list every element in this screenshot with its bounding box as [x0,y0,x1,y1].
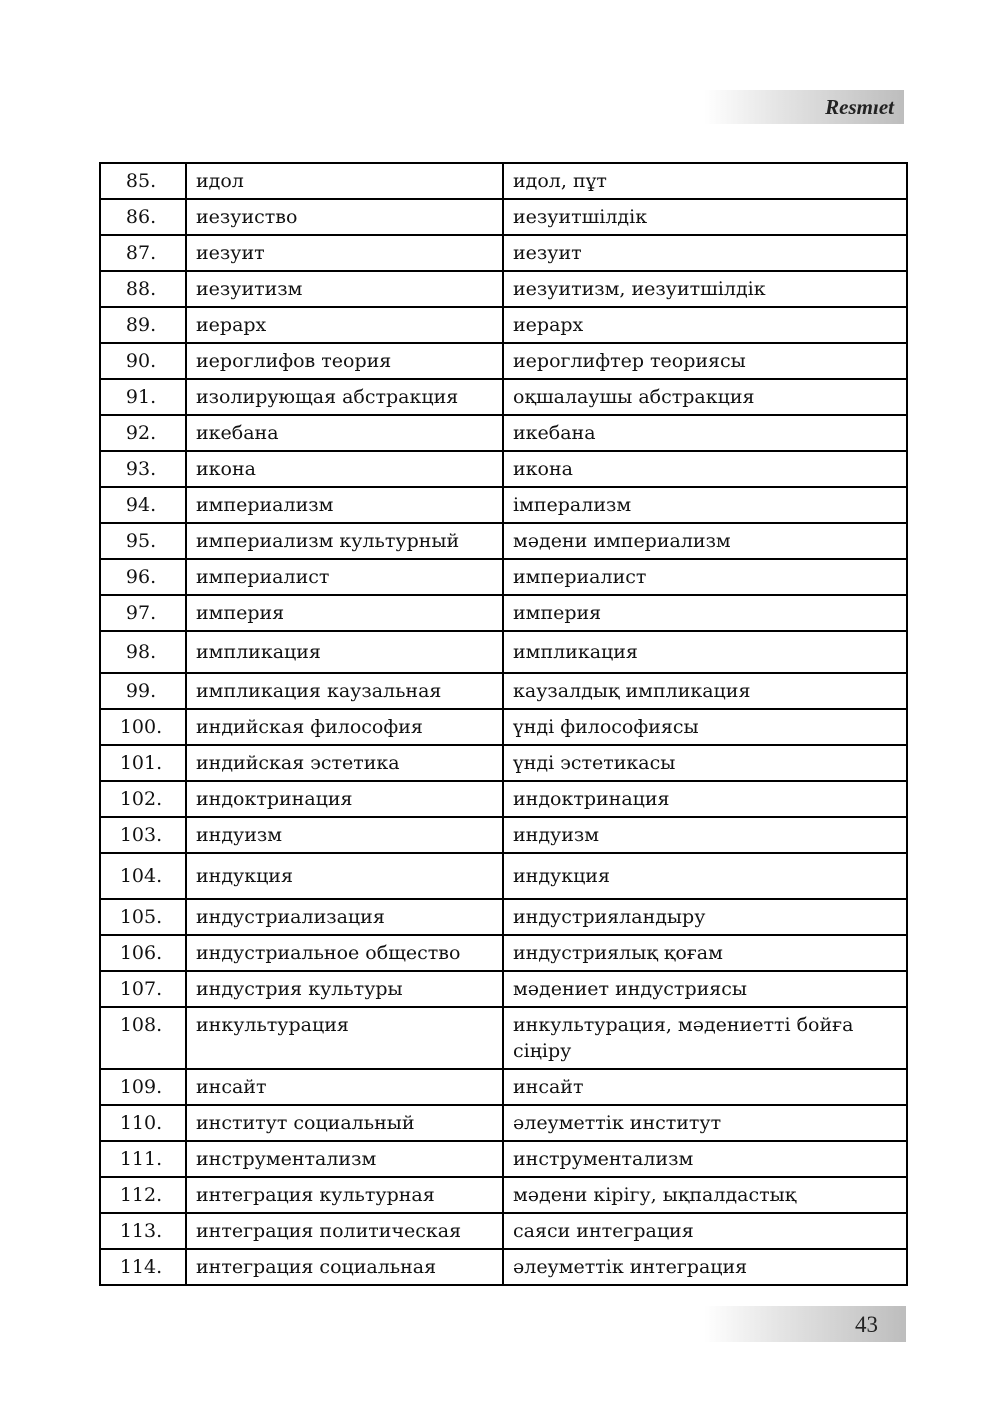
entry-number: 86. [100,199,186,235]
russian-term: инсайт [186,1069,503,1105]
kazakh-term: иезуитшілдік [503,199,907,235]
page-number: 43 [855,1312,878,1337]
russian-term: индустрия культуры [186,971,503,1007]
kazakh-term: индустрияландыру [503,899,907,935]
russian-term: интеграция социальная [186,1249,503,1285]
kazakh-term: иезуитизм, иезуитшілдік [503,271,907,307]
table-row [100,1007,907,1069]
entry-number: 102. [100,781,186,817]
entry-number: 104. [100,853,186,899]
russian-term: индустриализация [186,899,503,935]
kazakh-term: импликация [503,631,907,673]
entry-number: 87. [100,235,186,271]
table-row [100,899,907,935]
entry-number: 111. [100,1141,186,1177]
kazakh-term: индукция [503,853,907,899]
kazakh-term: імперализм [503,487,907,523]
russian-term: индоктринация [186,781,503,817]
russian-term: икебана [186,415,503,451]
kazakh-term: индоктринация [503,781,907,817]
russian-term: империализм культурный [186,523,503,559]
page-footer [704,1306,906,1342]
kazakh-term: империя [503,595,907,631]
kazakh-term: идол, пұт [503,163,907,199]
entry-number: 93. [100,451,186,487]
table-row [100,163,907,199]
kazakh-term: индуизм [503,817,907,853]
kazakh-term: әлеуметтік интеграция [503,1249,907,1285]
table-row [100,1177,907,1213]
kazakh-term: икебана [503,415,907,451]
russian-term: индийская эстетика [186,745,503,781]
kazakh-term: икона [503,451,907,487]
entry-number: 108. [100,1007,186,1069]
russian-term: иерарх [186,307,503,343]
russian-term: иезуитизм [186,271,503,307]
glossary-table [99,162,908,1286]
table-row [100,935,907,971]
entry-number: 96. [100,559,186,595]
kazakh-term: үнді эстетикасы [503,745,907,781]
russian-term: интеграция политическая [186,1213,503,1249]
table-row [100,451,907,487]
kazakh-term: иезуит [503,235,907,271]
entry-number: 99. [100,673,186,709]
entry-number: 95. [100,523,186,559]
kazakh-term: мәдени империализм [503,523,907,559]
table-row [100,1249,907,1285]
table-row [100,379,907,415]
russian-term: иезуит [186,235,503,271]
russian-term: индуизм [186,817,503,853]
russian-term: индукция [186,853,503,899]
kazakh-term: империалист [503,559,907,595]
entry-number: 88. [100,271,186,307]
table-row [100,1105,907,1141]
russian-term: империя [186,595,503,631]
russian-term: интеграция культурная [186,1177,503,1213]
entry-number: 107. [100,971,186,1007]
entry-number: 89. [100,307,186,343]
russian-term: инкультурация [186,1007,503,1069]
entry-number: 110. [100,1105,186,1141]
table-row [100,307,907,343]
entry-number: 114. [100,1249,186,1285]
table-row [100,235,907,271]
entry-number: 113. [100,1213,186,1249]
header-title: Resmıet [825,95,894,119]
russian-term: изолирующая абстракция [186,379,503,415]
russian-term: институт социальный [186,1105,503,1141]
russian-term: иероглифов теория [186,343,503,379]
kazakh-term: иерарх [503,307,907,343]
entry-number: 90. [100,343,186,379]
kazakh-term: каузалдық импликация [503,673,907,709]
table-row [100,271,907,307]
table-row [100,487,907,523]
table-row [100,595,907,631]
table-row [100,559,907,595]
entry-number: 94. [100,487,186,523]
kazakh-term: инструментализм [503,1141,907,1177]
table-row [100,781,907,817]
running-header [704,90,904,124]
entry-number: 105. [100,899,186,935]
russian-term: икона [186,451,503,487]
entry-number: 106. [100,935,186,971]
glossary-body [100,163,907,1285]
entry-number: 112. [100,1177,186,1213]
russian-term: инструментализм [186,1141,503,1177]
russian-term: индийская философия [186,709,503,745]
table-row [100,817,907,853]
entry-number: 100. [100,709,186,745]
entry-number: 85. [100,163,186,199]
entry-number: 103. [100,817,186,853]
table-row [100,1141,907,1177]
russian-term: иезуиство [186,199,503,235]
kazakh-term: әлеуметтік институт [503,1105,907,1141]
table-row [100,1213,907,1249]
entry-number: 98. [100,631,186,673]
kazakh-term: инсайт [503,1069,907,1105]
kazakh-term: оқшалаушы абстракция [503,379,907,415]
kazakh-term: индустриялық қоғам [503,935,907,971]
kazakh-term: иероглифтер теориясы [503,343,907,379]
russian-term: идол [186,163,503,199]
table-row [100,971,907,1007]
table-row [100,853,907,899]
table-row [100,1069,907,1105]
table-row [100,415,907,451]
entry-number: 91. [100,379,186,415]
entry-number: 97. [100,595,186,631]
kazakh-term: үнді философиясы [503,709,907,745]
table-row [100,745,907,781]
russian-term: индустриальное общество [186,935,503,971]
russian-term: импликация [186,631,503,673]
entry-number: 92. [100,415,186,451]
kazakh-term: инкультурация, мәдениетті бойға сіңіру [503,1007,907,1069]
kazakh-term: мәдениет индустриясы [503,971,907,1007]
russian-term: империалист [186,559,503,595]
russian-term: импликация каузальная [186,673,503,709]
russian-term: империализм [186,487,503,523]
table-row [100,673,907,709]
table-row [100,523,907,559]
table-row [100,631,907,673]
entry-number: 109. [100,1069,186,1105]
table-row [100,709,907,745]
entry-number: 101. [100,745,186,781]
table-row [100,199,907,235]
table-row [100,343,907,379]
kazakh-term: мәдени кірігу, ықпалдастық [503,1177,907,1213]
kazakh-term: саяси интеграция [503,1213,907,1249]
